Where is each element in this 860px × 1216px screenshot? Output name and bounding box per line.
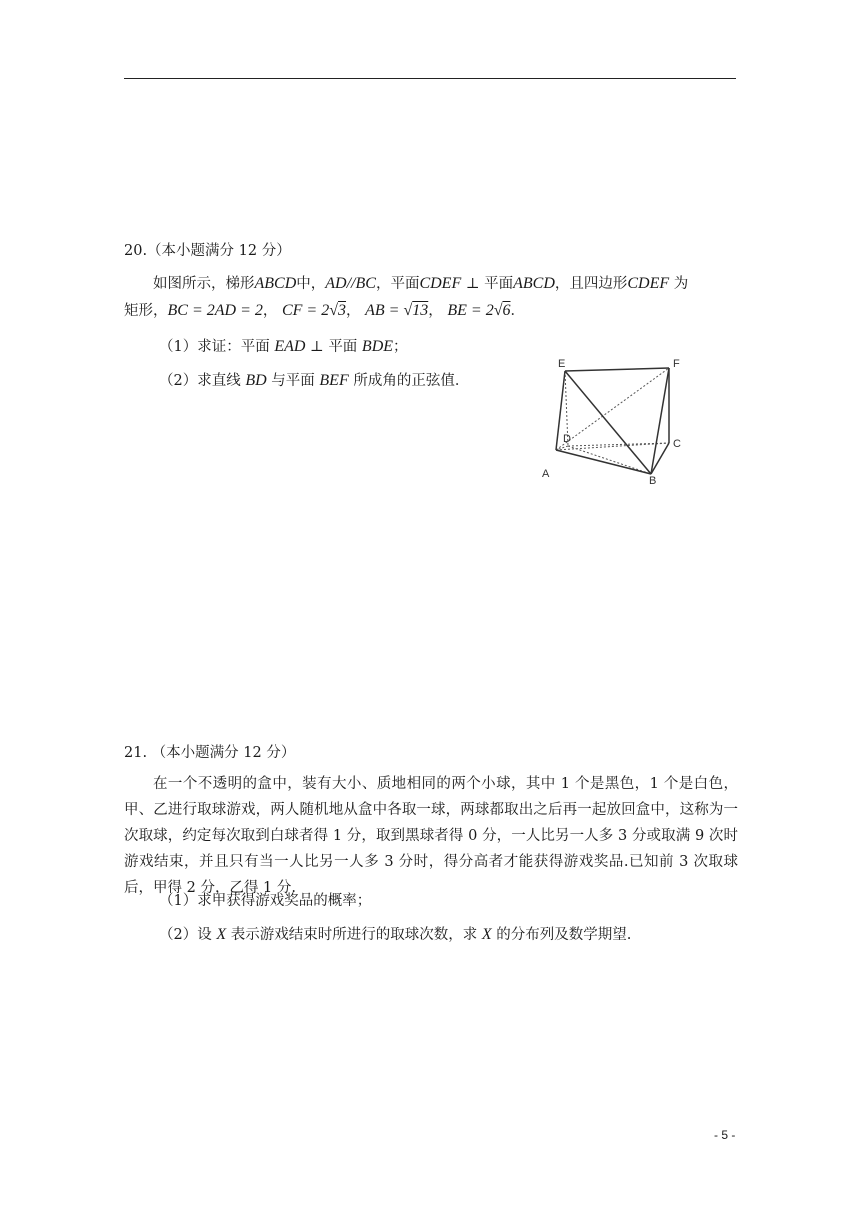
label-B: B	[649, 475, 657, 487]
page-number: - 5 -	[714, 1128, 736, 1142]
label-F: F	[673, 358, 680, 370]
q20-subquestion-2: （2）求直线 BD 与平面 BEF 所成角的正弦值．	[159, 372, 470, 389]
q20-statement: 如图所示，梯形ABCD中，AD//BC，平面CDEF ⊥ 平面ABCD，且四边形CDEF 为	[153, 275, 689, 292]
q20-title: 20.（本小题满分 12 分）	[124, 243, 291, 259]
label-C: C	[673, 438, 681, 450]
q21-title: 21. （本小题满分 12 分）	[124, 745, 296, 761]
edge-AB	[556, 450, 651, 474]
q20-subquestion-1: （1）求证：平面 EAD ⊥ 平面 BDE；	[159, 338, 408, 355]
header-rule	[124, 78, 736, 79]
q21-statement: 在一个不透明的盒中，装有大小、质地相同的两个小球，其中 1 个是黑色，1 个是白色，甲、乙进行取球游戏，两人随机地从盒中各取一球，两球都取出之后再一起放回盒中，这称为一次取球，约定每次取到白球者得 1 分，取到黑球者得 0 分，一人比另一人多 3 分或取满 9 次时游戏结束，并且只有当一人比另一人多 3 分时，得分高者才能获得游戏奖品.已知前 3 次取球后，甲得 2 分，乙得 1 分.	[124, 776, 738, 896]
q21-subquestion-1: （1）求甲获得游戏奖品的概率；	[159, 893, 372, 909]
edge-DC	[568, 443, 669, 446]
edge-EF	[565, 368, 669, 371]
label-A: A	[542, 468, 550, 480]
edge-EB	[565, 371, 651, 474]
label-D: D	[563, 433, 571, 445]
edge-AC	[556, 443, 669, 450]
label-E: E	[558, 358, 566, 370]
q20-statement-line2: 矩形，BC = 2AD = 2， CF = 2√3， AB = √13， BE = 2√6．	[124, 302, 525, 319]
q21-subquestion-2: （2）设 X 表示游戏结束时所进行的取球次数，求 X 的分布列及数学期望.	[159, 926, 632, 943]
polyhedron-figure	[530, 350, 700, 490]
